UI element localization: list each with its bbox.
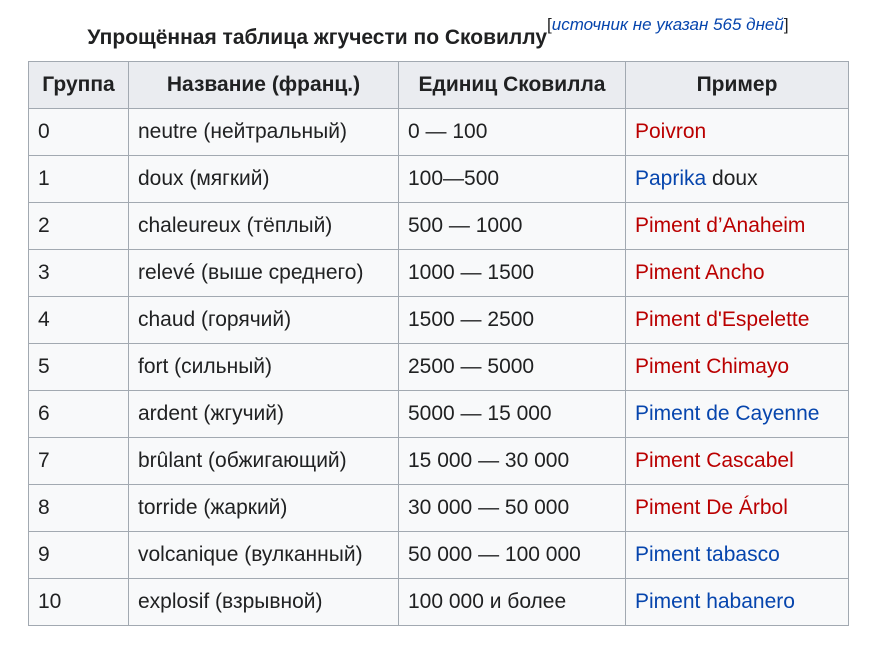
cell-name: neutre (нейтральный) — [129, 109, 399, 156]
table-row — [29, 250, 849, 297]
header-group: Группа — [29, 62, 129, 109]
cell-units: 2500 — 5000 — [399, 344, 626, 391]
example-link[interactable]: Piment tabasco — [635, 543, 780, 566]
cell-units: 50 000 — 100 000 — [399, 532, 626, 579]
table-row — [29, 391, 849, 438]
cell-name: volcanique (вулканный) — [129, 532, 399, 579]
cell-example — [626, 391, 849, 438]
cell-example — [626, 485, 849, 532]
example-link[interactable]: Piment Chimayo — [635, 355, 790, 378]
citation-needed-note: [источник не указан 565 дней] — [547, 15, 789, 34]
cell-name: ardent (жгучий) — [129, 391, 399, 438]
cell-group: 9 — [29, 532, 129, 579]
table-row — [29, 203, 849, 250]
cell-group: 5 — [29, 344, 129, 391]
cell-group: 8 — [29, 485, 129, 532]
cell-name: chaud (горячий) — [129, 297, 399, 344]
cell-name: relevé (выше среднего) — [129, 250, 399, 297]
example-suffix: doux — [706, 167, 758, 190]
example-link[interactable]: Piment De Árbol — [635, 496, 788, 519]
cell-name: chaleureux (тёплый) — [129, 203, 399, 250]
table-row — [29, 297, 849, 344]
cell-units: 500 — 1000 — [399, 203, 626, 250]
cell-units: 0 — 100 — [399, 109, 626, 156]
cell-example — [626, 532, 849, 579]
cell-units: 15 000 — 30 000 — [399, 438, 626, 485]
cell-name: brûlant (обжигающий) — [129, 438, 399, 485]
example-link[interactable]: Piment de Cayenne — [635, 402, 820, 425]
cell-name: explosif (взрывной) — [129, 579, 399, 626]
cell-group: 3 — [29, 250, 129, 297]
table-body — [29, 109, 849, 626]
cell-example — [626, 438, 849, 485]
table-header-row — [29, 62, 849, 109]
cell-group: 0 — [29, 109, 129, 156]
cell-units: 100—500 — [399, 156, 626, 203]
cell-units: 1000 — 1500 — [399, 250, 626, 297]
table-row — [29, 344, 849, 391]
cell-example — [626, 156, 849, 203]
header-example: Пример — [626, 62, 849, 109]
cell-units: 30 000 — 50 000 — [399, 485, 626, 532]
table-row — [29, 438, 849, 485]
cell-units: 5000 — 15 000 — [399, 391, 626, 438]
citation-needed-link[interactable]: источник не указан 565 дней — [551, 15, 784, 34]
cell-group: 4 — [29, 297, 129, 344]
cell-example — [626, 250, 849, 297]
cell-units: 100 000 и более — [399, 579, 626, 626]
table-row — [29, 485, 849, 532]
example-link[interactable]: Piment Ancho — [635, 261, 765, 284]
cell-group: 6 — [29, 391, 129, 438]
example-link[interactable]: Piment d’Anaheim — [635, 214, 806, 237]
cell-example — [626, 579, 849, 626]
cell-name: torride (жаркий) — [129, 485, 399, 532]
header-name: Название (франц.) — [129, 62, 399, 109]
cell-example — [626, 203, 849, 250]
header-units: Единиц Сковилла — [399, 62, 626, 109]
caption-title: Упрощённая таблица жгучести по Сковиллу — [87, 26, 547, 49]
cell-example — [626, 109, 849, 156]
scoville-table — [28, 61, 849, 626]
example-link[interactable]: Piment Cascabel — [635, 449, 794, 472]
example-link[interactable]: Piment habanero — [635, 590, 795, 613]
table-row — [29, 532, 849, 579]
table-row — [29, 109, 849, 156]
cell-example — [626, 344, 849, 391]
cell-group: 10 — [29, 579, 129, 626]
cell-group: 2 — [29, 203, 129, 250]
cell-name: doux (мягкий) — [129, 156, 399, 203]
cell-group: 7 — [29, 438, 129, 485]
table-caption — [28, 15, 848, 58]
example-link[interactable]: Paprika — [635, 167, 707, 190]
table-row — [29, 579, 849, 626]
cell-example — [626, 297, 849, 344]
example-link[interactable]: Poivron — [635, 120, 707, 143]
table-row — [29, 156, 849, 203]
example-link[interactable]: Piment d'Espelette — [635, 308, 810, 331]
cell-units: 1500 — 2500 — [399, 297, 626, 344]
cell-group: 1 — [29, 156, 129, 203]
cell-name: fort (сильный) — [129, 344, 399, 391]
